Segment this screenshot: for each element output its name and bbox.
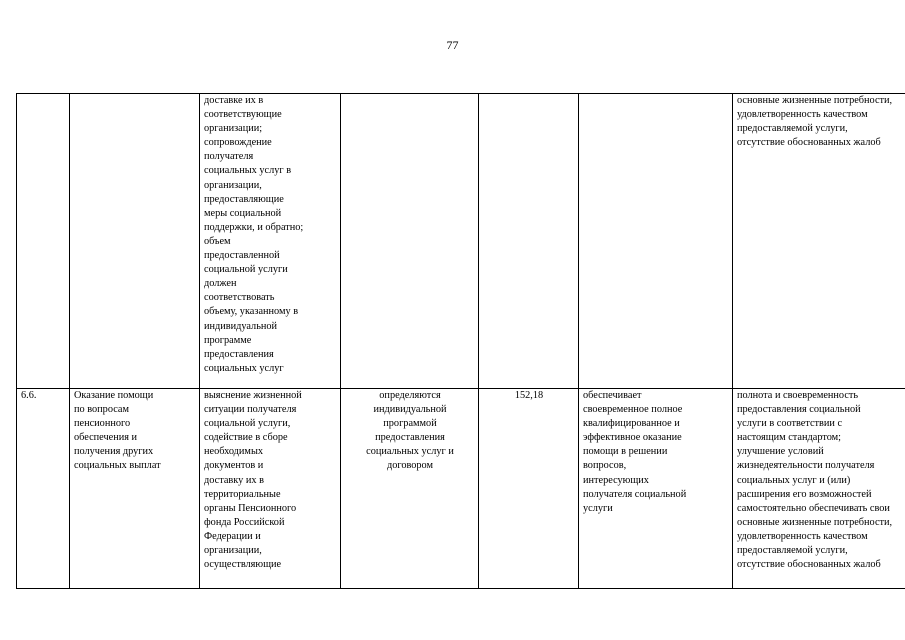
cell-text-line: соответствующие — [204, 109, 282, 121]
cell-text-line: настоящим стандартом; — [737, 432, 842, 444]
services-table — [16, 93, 905, 589]
cell-service-name — [70, 94, 200, 389]
cell-text-line: программе — [204, 334, 252, 346]
cell-text-line: доставку их в — [204, 474, 264, 486]
cell-text-line: фонда Российской — [204, 516, 285, 528]
cell-text-line: своевременное полное — [583, 404, 683, 416]
cell-text-line: должен — [204, 278, 237, 290]
cell-text-line: квалифицированное и — [583, 418, 680, 430]
cell-text: 152,18 — [514, 390, 544, 401]
cell-content — [200, 94, 341, 389]
cell-text: 6.6. — [21, 390, 37, 401]
cell-text-line: обеспечения и — [74, 432, 138, 444]
cell-text-line: пенсионного — [74, 418, 131, 430]
table-body — [17, 94, 905, 589]
cell-text-line: основные жизненные потребности, — [737, 516, 893, 528]
cell-text-line: Федерации и — [204, 530, 261, 542]
cell-text-line: обеспечивает — [583, 390, 642, 401]
page-number: 77 — [446, 38, 459, 52]
cell-text-line: необходимых — [204, 446, 264, 458]
cell-text-line: соответствовать — [204, 292, 275, 304]
cell-price — [479, 94, 579, 389]
cell-text-line: удовлетворенность качеством — [737, 109, 868, 121]
cell-text-line: определяются — [379, 390, 441, 401]
cell-text-line: полнота и своевременность — [737, 390, 859, 401]
cell-text-line: социальной услуги — [204, 264, 288, 276]
cell-text-line: помощи в решении — [583, 446, 668, 458]
cell-text-line: объем — [204, 235, 231, 247]
cell-quality — [733, 94, 905, 389]
cell-text-line: получателя социальной — [583, 488, 687, 500]
cell-text-line: договором — [386, 460, 434, 472]
cell-content — [200, 389, 341, 589]
cell-text-line: предоставляемой услуги, — [737, 545, 848, 557]
cell-text-line: меры социальной — [204, 207, 282, 219]
cell-text-line: эффективное оказание — [583, 432, 682, 444]
cell-text-line: отсутствие обоснованных жалоб — [737, 137, 881, 149]
cell-text-line: социальных услуг — [204, 362, 284, 374]
cell-text-line: услуги в соответствии с — [737, 418, 843, 430]
cell-text-line: интересующих — [583, 474, 649, 486]
cell-number — [17, 389, 70, 589]
table-row — [17, 94, 905, 389]
cell-text-line: отсутствие обоснованных жалоб — [737, 559, 881, 571]
cell-text-line: получения других — [74, 446, 154, 458]
cell-text-line: индивидуальной — [373, 404, 447, 416]
cell-text-line: осуществляющие — [204, 559, 282, 571]
table-row — [17, 389, 905, 589]
cell-text-line: программой — [383, 418, 437, 430]
cell-terms — [341, 389, 479, 589]
cell-text-line: Оказание помощи — [74, 390, 154, 401]
cell-text-line: предоставленной — [204, 250, 280, 262]
cell-price — [479, 389, 579, 589]
cell-text-line: расширения его возможностей — [737, 488, 872, 500]
cell-text-line: сопровождение — [204, 137, 272, 149]
cell-conditions — [579, 389, 733, 589]
cell-text-line: доставке их в — [204, 95, 264, 106]
cell-text-line: организации, — [204, 179, 262, 191]
cell-text-line: документов и — [204, 460, 264, 472]
cell-text-line: выяснение жизненной — [204, 390, 302, 401]
cell-text-line: по вопросам — [74, 404, 130, 416]
cell-text-line: услуги — [583, 502, 613, 514]
cell-text-line: индивидуальной — [204, 320, 278, 332]
cell-text-line: предоставляемой услуги, — [737, 123, 848, 135]
cell-text-line: органы Пенсионного — [204, 502, 297, 514]
cell-quality — [733, 389, 905, 589]
cell-text-line: предоставляющие — [204, 193, 284, 205]
cell-text-line: социальных услуг и — [366, 446, 454, 458]
cell-text-line: объему, указанному в — [204, 306, 299, 318]
cell-text-line: улучшение условий — [737, 446, 824, 458]
cell-text-line: социальных услуг и (или) — [737, 474, 851, 486]
cell-text-line: ситуации получателя — [204, 404, 297, 416]
cell-text-line: получателя — [204, 151, 254, 163]
cell-text-line: содействие в сборе — [204, 432, 288, 444]
cell-text-line: самостоятельно обеспечивать свои — [737, 502, 890, 514]
cell-text-line: жизнедеятельности получателя — [737, 460, 875, 472]
cell-text-line: социальных услуг в — [204, 165, 292, 177]
cell-text-line: поддержки, и обратно; — [204, 221, 304, 233]
cell-number — [17, 94, 70, 389]
cell-text-line: основные жизненные потребности, — [737, 95, 893, 106]
cell-text-line: организации, — [204, 545, 262, 557]
cell-text-line: удовлетворенность качеством — [737, 530, 868, 542]
cell-text-line: социальных выплат — [74, 460, 161, 472]
cell-text-line: территориальные — [204, 488, 281, 500]
cell-text-line: предоставления — [204, 348, 274, 360]
cell-text-line: организации; — [204, 123, 263, 135]
cell-service-name — [70, 389, 200, 589]
cell-text-line: предоставления социальной — [737, 404, 861, 416]
cell-text-line: предоставления — [375, 432, 445, 444]
cell-conditions — [579, 94, 733, 389]
cell-terms — [341, 94, 479, 389]
cell-text-line: вопросов, — [583, 460, 627, 472]
cell-text-line: социальной услуги, — [204, 418, 291, 430]
